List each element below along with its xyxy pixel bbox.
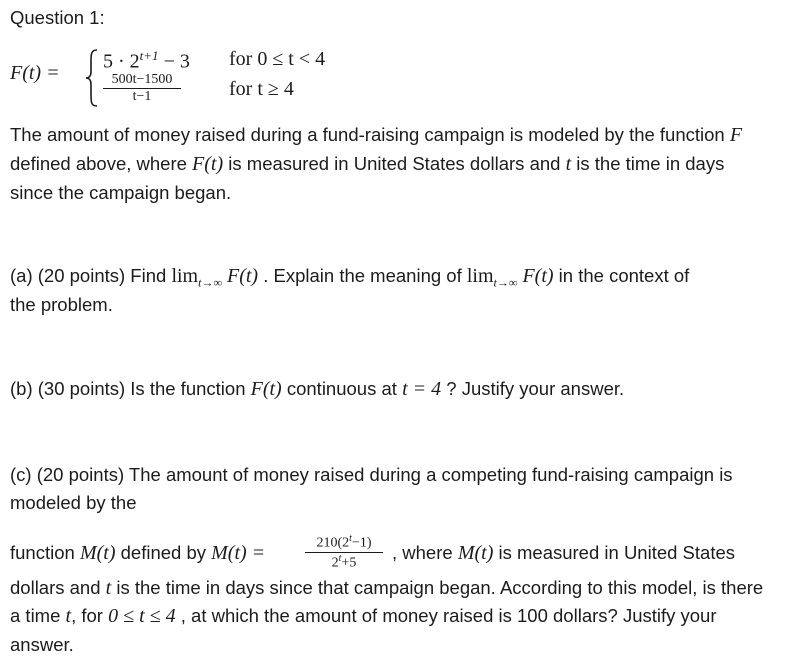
case2-condition: for t ≥ 4 <box>229 78 294 100</box>
part-a-line-1: (a) (20 points) Find $\lim_{t\to\infty} F(t)$ . Explain the meaning of $\lim_{t\to\infty} F(t)$ in the context of <box>10 265 690 290</box>
case2-numerator: 500t−1500 <box>111 72 173 87</box>
m-fraction-denominator: $2^t+5$ <box>331 552 357 571</box>
intro-line-1: The amount of money raised during a fund-raising campaign is modeled by the function F <box>10 124 743 146</box>
part-c-line-5: a time t, for 0 ≤ t ≤ 4 , at which the amount of money raised is 100 dollars? Justify your <box>10 605 717 627</box>
case2-denominator: t−1 <box>132 89 152 104</box>
part-c-line-3a: function M(t) defined by M(t) = <box>10 542 266 564</box>
part-c-line-1: (c) (20 points) The amount of money raised during a competing fund-raising campaign is <box>10 464 733 485</box>
part-c-line-3b: , where M(t) is measured in United States <box>392 542 736 564</box>
definition-lhs: F(t) = <box>10 62 60 84</box>
intro-line-2: defined above, where F(t) is measured in United States dollars and t is the time in days <box>10 153 725 175</box>
part-b: (b) (30 points) Is the function F(t) continuous at t = 4 ? Justify your answer. <box>10 378 625 400</box>
case1-condition: for 0 ≤ t < 4 <box>229 48 326 70</box>
case1-expression: $5 \cdot 2^{t+1} - 3$ <box>103 48 190 73</box>
part-a-line-2: the problem. <box>10 294 113 315</box>
part-c-line-6: answer. <box>10 634 74 655</box>
left-brace-icon <box>84 48 100 108</box>
part-c-line-4: dollars and t is the time in days since that campaign began. According to this model, is there <box>10 577 764 599</box>
m-fraction <box>305 533 383 571</box>
question-title: Question 1: <box>10 7 105 28</box>
intro-line-3: since the campaign began. <box>10 182 232 203</box>
case2-fraction <box>103 72 181 105</box>
part-c-line-2: modeled by the <box>10 492 137 513</box>
m-fraction-numerator: $210(2^t-1)$ <box>316 533 372 551</box>
